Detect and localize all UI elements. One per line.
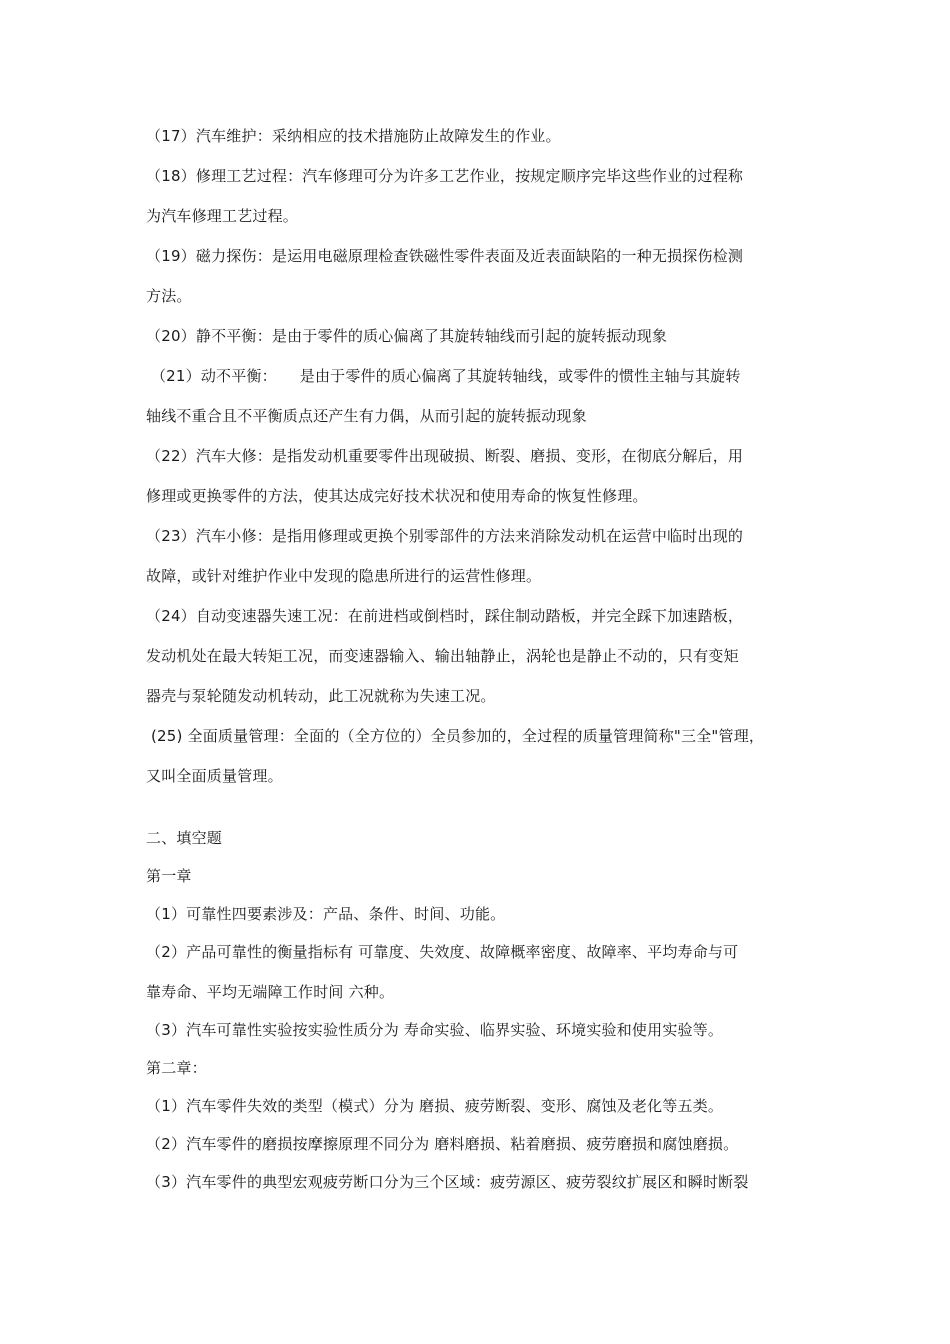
chapter-title: 第一章 [146,867,192,885]
text-line: 又叫全面质量管理。 [146,767,283,785]
text-line: 为汽车修理工艺过程。 [146,207,299,225]
definition-23 [146,526,816,586]
definition-19 [146,246,816,306]
text-line: （22）汽车大修：是指发动机重要零件出现破损、断裂、磨损、变形，在彻底分解后，用 [146,447,744,465]
fill-item [146,1096,816,1116]
text-line: （19）磁力探伤：是运用电磁原理检查铁磁性零件表面及近表面缺陷的一种无损探伤检测 [146,247,744,265]
fill-item [146,1134,816,1154]
text-line: （3）汽车零件的典型宏观疲劳断口分为三个区域：疲劳源区、疲劳裂纹扩展区和瞬时断裂 [146,1173,749,1191]
text-line: 靠寿命、平均无端障工作时间 六种。 [146,983,395,1001]
text-line: 轴线不重合且不平衡质点还产生有力偶，从而引起的旋转振动现象 [146,407,587,425]
text-line: （18）修理工艺过程：汽车修理可分为许多工艺作业，按规定顺序完毕这些作业的过程称 [146,167,744,185]
text-line: (25) 全面质量管理：全面的（全方位的）全员参加的，全过程的质量管理简称"三全"管理， [146,727,765,745]
definition-18 [146,166,816,226]
fill-item [146,904,816,924]
text-line: 方法。 [146,287,192,305]
fill-item [146,942,816,1002]
fill-item [146,1020,816,1040]
text-line: 器壳与泵轮随发动机转动，此工况就称为失速工况。 [146,687,496,705]
definition-25 [146,726,816,786]
text-line: （20）静不平衡：是由于零件的质心偏离了其旋转轴线而引起的旋转振动现象 [146,327,668,345]
text-line: （21）动不平衡： 是由于零件的质心偏离了其旋转轴线，或零件的惯性主轴与其旋转 [146,367,741,385]
definition-22 [146,446,816,506]
text-line: （2）汽车零件的磨损按摩擦原理不同分为 磨料磨损、粘着磨损、疲劳磨损和腐蚀磨损。 [146,1135,739,1153]
text-line: 故障，或针对维护作业中发现的隐患所进行的运营性修理。 [146,567,542,585]
text-line: （3）汽车可靠性实验按实验性质分为 寿命实验、临界实验、环境实验和使用实验等。 [146,1021,724,1039]
definition-20 [146,326,816,346]
text-line: （23）汽车小修：是指用修理或更换个别零部件的方法来消除发动机在运营中临时出现的 [146,527,744,545]
text-line: （1）汽车零件失效的类型（模式）分为 磨损、疲劳断裂、变形、腐蚀及老化等五类。 [146,1097,724,1115]
document-body [146,126,816,1192]
text-line: （24）自动变速器失速工况：在前进档或倒档时，踩住制动踏板，并完全踩下加速踏板， [146,607,744,625]
definition-24 [146,606,816,706]
section-title: 二、填空题 [146,829,223,847]
text-line: （1）可靠性四要素涉及：产品、条件、时间、功能。 [146,905,506,923]
fill-item [146,1172,816,1192]
text-line: （17）汽车维护：采纳相应的技术措施防止故障发生的作业。 [146,127,561,145]
chapter-title: 第二章： [146,1059,207,1077]
text-line: 修理或更换零件的方法，使其达成完好技术状况和使用寿命的恢复性修理。 [146,487,648,505]
definition-21 [146,366,816,426]
text-line: 发动机处在最大转矩工况，而变速器输入、输出轴静止，涡轮也是静止不动的，只有变矩 [146,647,739,665]
text-line: （2）产品可靠性的衡量指标有 可靠度、失效度、故障概率密度、故障率、平均寿命与可 [146,943,739,961]
definition-17 [146,126,816,146]
